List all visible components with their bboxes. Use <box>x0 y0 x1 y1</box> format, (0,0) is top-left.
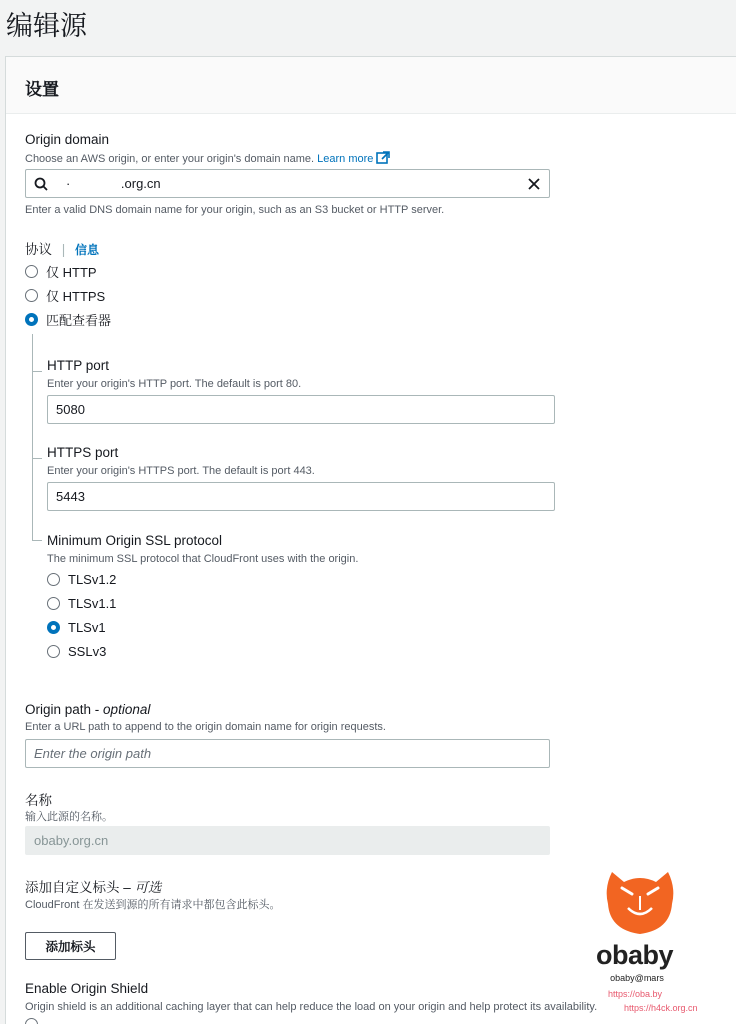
protocol-option-https[interactable] <box>25 286 105 305</box>
ssl-option-label: TLSv1.1 <box>68 596 117 611</box>
cat-logo-icon <box>600 858 680 938</box>
search-icon <box>34 177 48 191</box>
watermark-brand: obaby <box>596 940 674 970</box>
ssl-option-label: SSLv3 <box>68 644 107 659</box>
origin-domain-desc <box>25 151 390 165</box>
ssl-option-label: TLSv1.2 <box>68 572 117 587</box>
origin-shield-option[interactable] <box>25 1018 46 1024</box>
ssl-option-sslv3[interactable] <box>47 644 106 659</box>
origin-domain-input[interactable] <box>25 169 550 198</box>
page-title: 编辑源 <box>6 11 87 41</box>
external-link-icon[interactable] <box>376 151 390 164</box>
protocol-option-match-viewer[interactable] <box>25 310 111 329</box>
panel-header <box>6 57 736 114</box>
http-port-input[interactable] <box>47 395 555 424</box>
name-desc: 输入此源的名称。 <box>25 811 113 823</box>
origin-domain-desc-text: Choose an AWS origin, or enter your origin's domain name. <box>25 153 315 165</box>
protocol-option-http[interactable] <box>25 262 97 281</box>
origin-path-placeholder: Enter the origin path <box>34 746 152 761</box>
watermark <box>592 858 698 1018</box>
https-port-label: HTTPS port <box>47 445 119 460</box>
radio-button[interactable] <box>25 1018 38 1024</box>
learn-more-link[interactable]: Learn more <box>317 153 374 165</box>
protocol-info-link[interactable]: 信息 <box>75 243 100 257</box>
ssl-option-tlsv1[interactable] <box>47 620 106 635</box>
radio-button[interactable] <box>47 645 60 658</box>
origin-shield-label: Enable Origin Shield <box>25 981 149 996</box>
origin-domain-value: · .org.cn <box>66 176 161 191</box>
origin-path-label-text: Origin path - <box>25 702 104 717</box>
origin-domain-hint: Enter a valid DNS domain name for your origin, such as an S3 bucket or HTTP server. <box>25 204 445 216</box>
radio-button-selected[interactable] <box>25 313 38 326</box>
protocol-option-label: 仅 HTTP <box>46 265 97 280</box>
https-port-desc: Enter your origin's HTTPS port. The default is port 443. <box>47 465 315 477</box>
origin-domain-label: Origin domain <box>25 132 110 147</box>
ssl-option-label: TLSv1 <box>68 620 106 635</box>
tree-branch <box>32 371 42 372</box>
ssl-label: Minimum Origin SSL protocol <box>47 533 223 548</box>
watermark-url2: https://h4ck.org.cn <box>624 1003 698 1013</box>
https-port-value: 5443 <box>56 489 85 504</box>
origin-path-desc: Enter a URL path to append to the origin domain name for origin requests. <box>25 721 386 733</box>
http-port-label: HTTP port <box>47 358 110 373</box>
radio-button[interactable] <box>47 573 60 586</box>
origin-path-optional: optional <box>103 702 151 717</box>
ssl-option-tlsv1-1[interactable] <box>47 596 116 611</box>
settings-title: 设置 <box>25 80 59 99</box>
ssl-desc: The minimum SSL protocol that CloudFront uses with the origin. <box>47 553 359 565</box>
protocol-option-label: 匹配查看器 <box>46 313 112 328</box>
origin-path-input[interactable] <box>25 739 550 768</box>
radio-button-selected[interactable] <box>47 621 60 634</box>
tree-branch <box>32 540 42 541</box>
http-port-value: 5080 <box>56 402 85 417</box>
custom-headers-optional: 可选 <box>134 880 162 895</box>
name-input <box>25 826 550 855</box>
watermark-url1: https://oba.by <box>608 989 663 999</box>
https-port-input[interactable] <box>47 482 555 511</box>
clear-icon[interactable] <box>527 177 541 191</box>
radio-button[interactable] <box>25 289 38 302</box>
protocol-label: 协议 | 信息 <box>25 242 100 257</box>
add-header-button[interactable]: 添加标头 <box>25 932 116 960</box>
protocol-label-text: 协议 <box>25 242 52 257</box>
protocol-option-label: 仅 HTTPS <box>46 289 106 304</box>
custom-headers-label <box>25 876 162 896</box>
ssl-option-tlsv1-2[interactable] <box>47 572 116 587</box>
custom-headers-desc: CloudFront 在发送到源的所有请求中都包含此标头。 <box>25 899 281 911</box>
name-label: 名称 <box>25 793 52 808</box>
custom-headers-label-text: 添加自定义标头 – <box>25 880 135 895</box>
origin-shield-desc: Origin shield is an additional caching layer that can help reduce the load on your origin and help protect its availability. <box>25 1001 598 1013</box>
tree-line <box>32 334 33 540</box>
tree-branch <box>32 458 42 459</box>
radio-button[interactable] <box>25 265 38 278</box>
watermark-sub: obaby@mars <box>610 973 664 983</box>
radio-button[interactable] <box>47 597 60 610</box>
name-value: obaby.org.cn <box>34 833 109 848</box>
origin-path-label <box>25 702 150 717</box>
http-port-desc: Enter your origin's HTTP port. The default is port 80. <box>47 378 302 390</box>
